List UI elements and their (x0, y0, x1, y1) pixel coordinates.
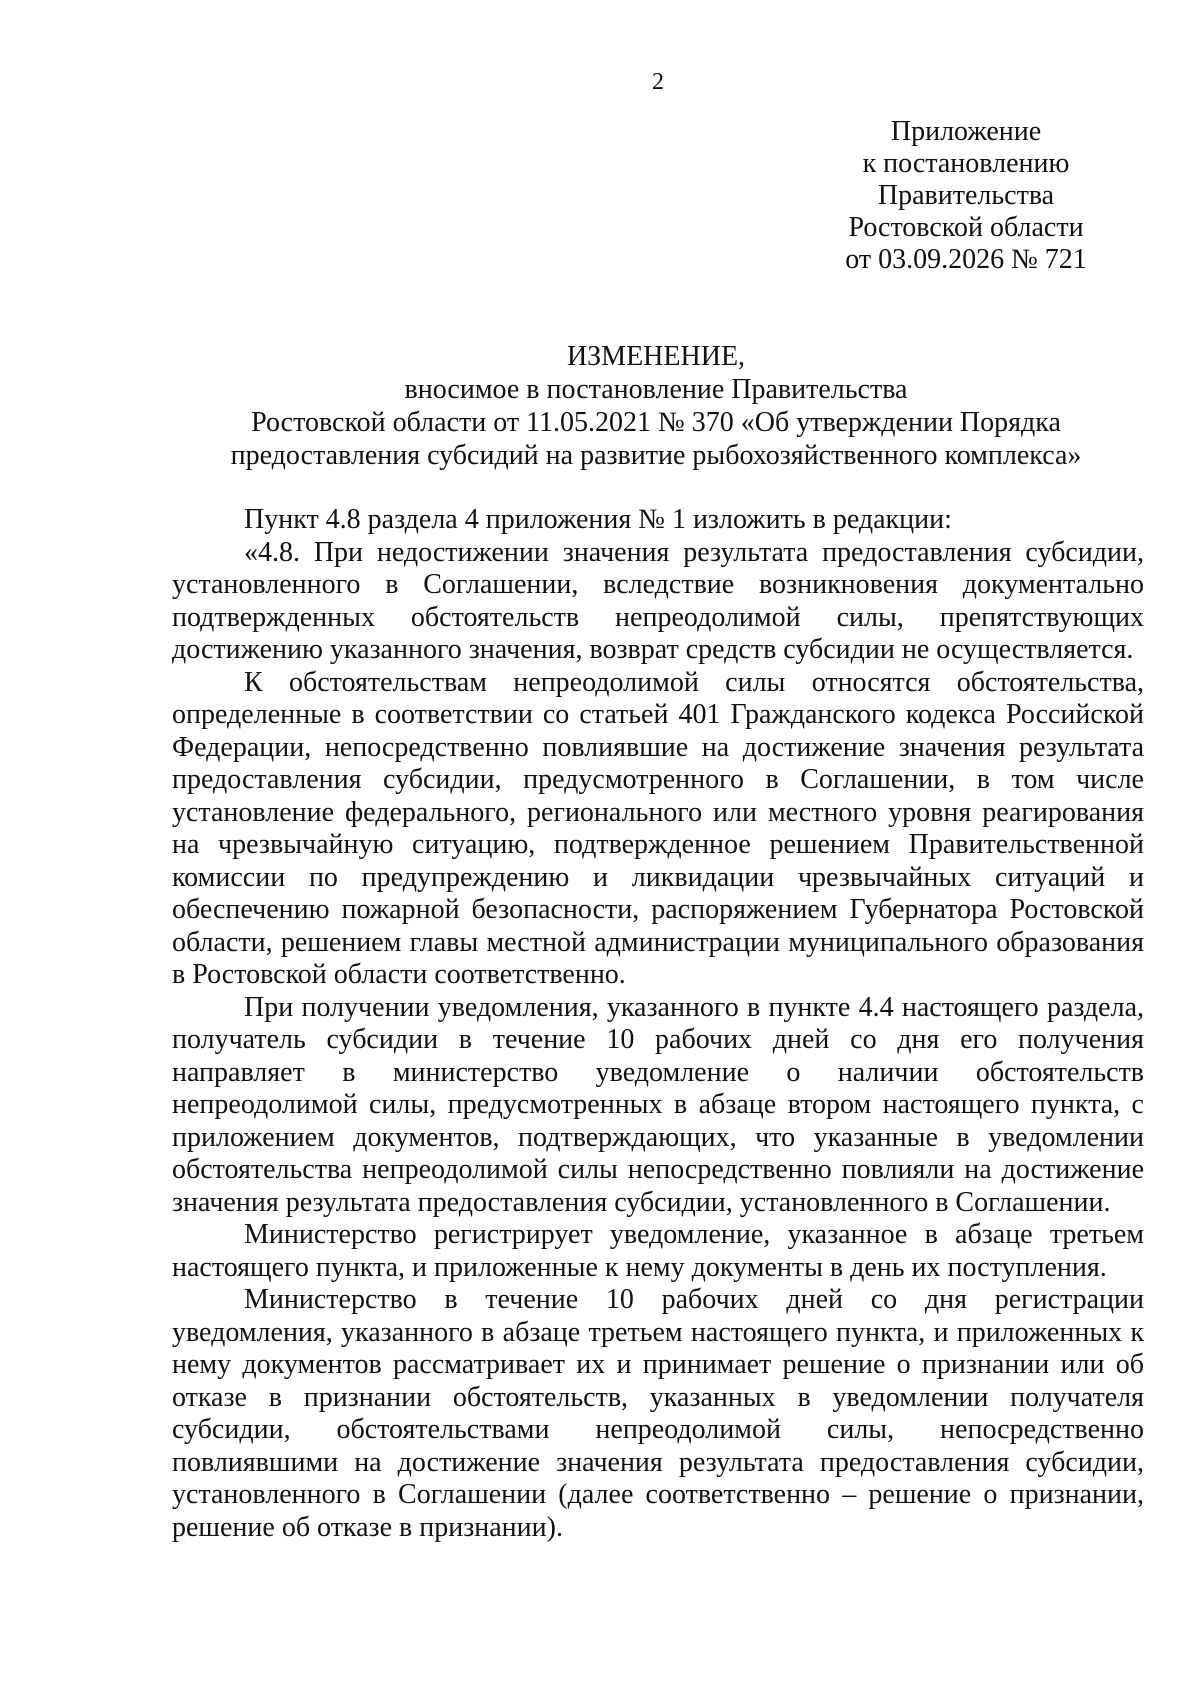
appendix-line: от 03.09.2026 № 721 (845, 244, 1087, 275)
appendix-line: Правительства (877, 180, 1055, 211)
title-line: ИЗМЕНЕНИЕ, (566, 341, 746, 372)
document-title (166, 340, 1146, 472)
appendix-block (836, 116, 1096, 276)
title-line: Ростовской области от 11.05.2021 № 370 «Об утверждении Порядка (251, 407, 1061, 438)
title-line: предоставления субсидий на развитие рыбохозяйственного комплекса» (230, 440, 1082, 471)
appendix-line: к постановлению (862, 148, 1070, 179)
paragraph: Министерство регистрирует уведомление, указанное в абзаце третьем настоящего пункта, и приложенные к нему документы в день их поступления. (172, 1219, 1144, 1283)
document-body (172, 504, 1144, 1544)
page-number: 2 (652, 69, 664, 95)
paragraph: Министерство в течение 10 рабочих дней со дня регистрации уведомления, указанного в абзаце третьем настоящего пункта, и приложенных к нему документов рассматривает их и принимает решение о признании или об отказе в признании обстоятельств, указанных в уведомлении получателя субсидии, обстоятельствами непреодолимой силы, непосредственно повлиявшими на достижение значения результата предоставления субсидии, установленного в Соглашении (далее соответственно – решение о признании, решение об отказе в признании). (172, 1284, 1144, 1543)
title-line: вносимое в постановление Правительства (404, 374, 908, 405)
paragraph: «4.8. При недостижении значения результата предоставления субсидии, установленного в Соглашении, вследствие возникновения документально подтвержденных обстоятельств непреодолимой силы, препятствующих достижению указанного значения, возврат средств субсидии не осуществляется. (172, 536, 1144, 665)
paragraph: К обстоятельствам непреодолимой силы относятся обстоятельства, определенные в соответствии со статьей 401 Гражданского кодекса Российской Федерации, непосредственно повлиявшие на достижение значения результата предоставления субсидии, предусмотренного в Соглашении, в том числе установление федерального, регионального или местного уровня реагирования на чрезвычайную ситуацию, подтвержденное решением Правительственной комиссии по предупреждению и ликвидации чрезвычайных ситуаций и обеспечению пожарной безопасности, распоряжением Губернатора Ростовской области, решением главы местной администрации муниципального образования в Ростовской области соответственно. (172, 666, 1144, 990)
paragraph: При получении уведомления, указанного в пункте 4.4 настоящего раздела, получатель субсидии в течение 10 рабочих дней со дня его получения направляет в министерство уведомление о наличии обстоятельств непреодолимой силы, предусмотренных в абзаце втором настоящего пункта, с приложением документов, подтверждающих, что указанные в уведомлении обстоятельства непреодолимой силы непосредственно повлияли на достижение значения результата предоставления субсидии, установленного в Соглашении. (172, 991, 1144, 1218)
paragraph: Пункт 4.8 раздела 4 приложения № 1 изложить в редакции: (244, 504, 952, 535)
appendix-line: Приложение (890, 116, 1042, 147)
appendix-line: Ростовской области (848, 212, 1084, 243)
